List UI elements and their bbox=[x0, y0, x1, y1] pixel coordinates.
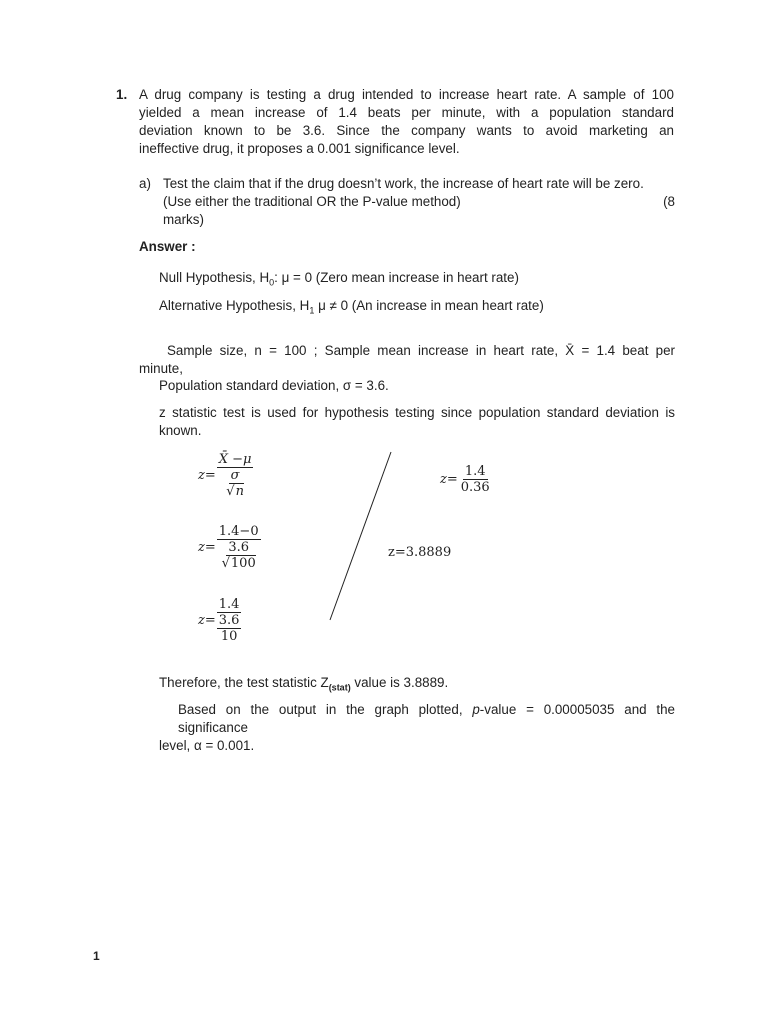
formula-denominator bbox=[220, 540, 258, 571]
pvalue-intro: Based on the output in the graph plotted, bbox=[178, 702, 473, 717]
part-a-line-1: Test the claim that if the drug doesn’t work, the increase of heart rate will be zero. bbox=[163, 176, 644, 191]
formula-denominator bbox=[217, 613, 242, 644]
pvalue-rest: -value = 0.00005035 and the significance bbox=[178, 702, 675, 735]
conclusion-rest: value is 3.8889. bbox=[350, 675, 449, 690]
question-line-2: yielded a mean increase of 1.4 beats per minute, with a population standard bbox=[139, 105, 674, 120]
formula-numerator: 1.4 bbox=[464, 464, 486, 479]
formula-fraction bbox=[217, 524, 261, 571]
alt-hypothesis-sub: 1 bbox=[309, 305, 315, 316]
sqrt-sign: √ bbox=[221, 556, 230, 571]
null-hypothesis-rest: : μ = 0 (Zero mean increase in heart rate) bbox=[274, 270, 519, 285]
part-a-text bbox=[163, 175, 675, 229]
test-statistic-conclusion bbox=[159, 674, 448, 697]
sqrt-radicand: n bbox=[235, 484, 244, 499]
formula-lhs: z= bbox=[198, 468, 216, 483]
formula-numerator: 1.4 bbox=[218, 597, 240, 612]
part-a-method: (Use either the traditional OR the P-value method) bbox=[163, 194, 461, 209]
alt-hypothesis-prefix: Alternative Hypothesis, H bbox=[159, 298, 310, 313]
null-hypothesis bbox=[159, 269, 519, 292]
page-number: 1 bbox=[93, 949, 100, 963]
sqrt-sign: √ bbox=[226, 484, 235, 499]
question-line-4: ineffective drug, it proposes a 0.001 significance level. bbox=[139, 141, 460, 156]
formula-z-simplified bbox=[198, 597, 241, 644]
formula-numerator: 1.4−0 bbox=[218, 524, 259, 539]
conclusion-prefix: Therefore, the test statistic Z bbox=[159, 675, 329, 690]
formula-lhs: z= bbox=[198, 540, 216, 555]
formula-fraction bbox=[459, 464, 492, 495]
formula-z-general bbox=[198, 452, 253, 499]
formula-ten: 10 bbox=[220, 629, 238, 644]
formula-denominator: 0.36 bbox=[460, 480, 490, 495]
formula-lhs: z= bbox=[440, 472, 458, 487]
formula-sqrt bbox=[224, 484, 246, 499]
alt-hypothesis-rest: μ ≠ 0 (An increase in mean heart rate) bbox=[314, 298, 544, 313]
formula-lhs: z= bbox=[198, 613, 216, 628]
part-a-label: a) bbox=[139, 176, 151, 191]
part-a-marks-open: (8 bbox=[663, 194, 675, 209]
formula-fraction bbox=[217, 452, 254, 499]
answer-heading: Answer : bbox=[139, 239, 196, 254]
question-text bbox=[139, 86, 674, 158]
formula-denominator bbox=[224, 468, 246, 499]
formula-z-substituted bbox=[198, 524, 261, 571]
part-a-line-2 bbox=[163, 193, 675, 211]
conclusion-sub: (stat) bbox=[328, 682, 351, 693]
sample-info-line-2: minute, bbox=[139, 361, 183, 376]
sqrt-radicand: 100 bbox=[230, 556, 256, 571]
z-note-line-2: known. bbox=[159, 423, 202, 438]
pvalue-p: p bbox=[472, 702, 480, 717]
z-note-line-1: z statistic test is used for hypothesis testing since population standard deviation is bbox=[159, 405, 675, 420]
population-sd: Population standard deviation, σ = 3.6. bbox=[159, 378, 389, 393]
sample-info-line-1: Sample size, n = 100 ; Sample mean increase in heart rate, X̄ = 1.4 beat per bbox=[167, 343, 675, 358]
formula-z-result: z=3.8889 bbox=[388, 545, 452, 560]
formula-z-fraction bbox=[440, 464, 492, 495]
formula-fraction bbox=[217, 597, 242, 644]
question-line-1: A drug company is testing a drug intended to increase heart rate. A sample of 100 bbox=[139, 87, 674, 102]
part-a-marks: marks) bbox=[163, 212, 204, 227]
formula-sd-value: 3.6 bbox=[228, 540, 250, 555]
formula-numerator: X̄ −μ bbox=[218, 452, 252, 467]
alpha-line: level, α = 0.001. bbox=[159, 738, 255, 753]
alternative-hypothesis bbox=[159, 297, 544, 320]
question-number: 1. bbox=[116, 87, 128, 102]
formula-sd-value: 3.6 bbox=[218, 613, 240, 628]
divider-line bbox=[325, 448, 397, 624]
formula-sigma: σ bbox=[230, 468, 240, 483]
null-hypothesis-sub: 0 bbox=[269, 277, 275, 288]
formula-sqrt bbox=[220, 556, 258, 571]
null-hypothesis-prefix: Null Hypothesis, H bbox=[159, 270, 270, 285]
pvalue-line-1 bbox=[178, 701, 675, 737]
question-line-3: deviation known to be 3.6. Since the company wants to avoid marketing an bbox=[139, 123, 674, 138]
